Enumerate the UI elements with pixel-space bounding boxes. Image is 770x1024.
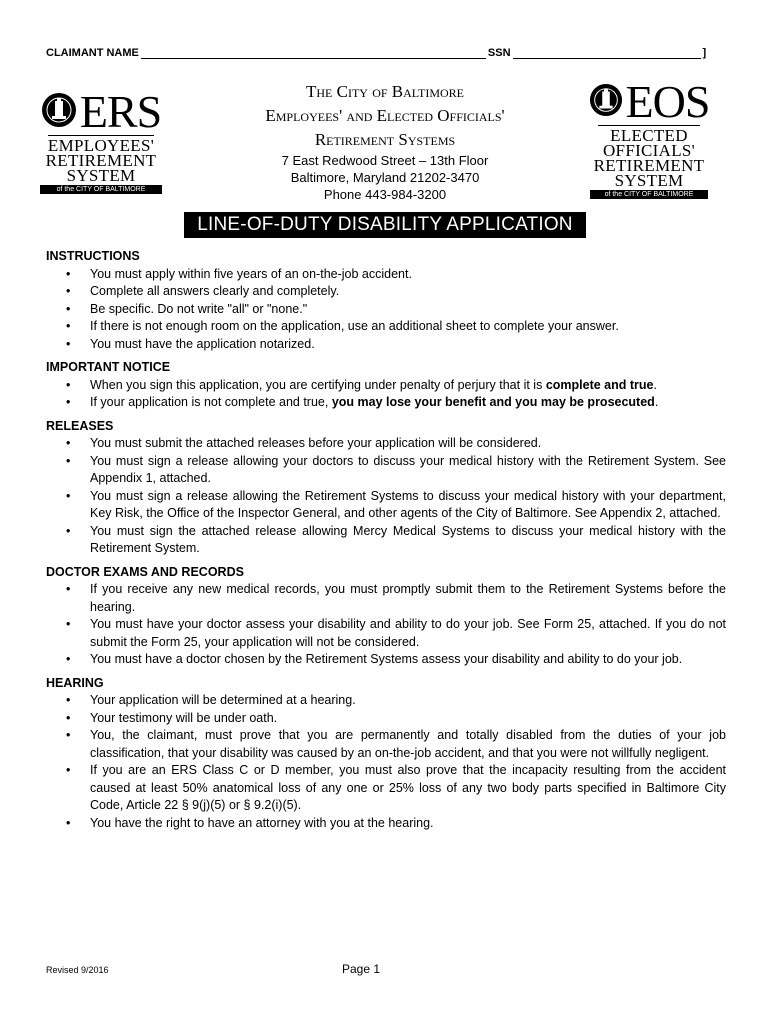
eos-city-bar: of the CITY OF BALTIMORE bbox=[590, 190, 708, 199]
ers-line-3: SYSTEM bbox=[66, 166, 136, 185]
list-item: • If there is not enough room on the application, use an additional sheet to complete your answer. bbox=[46, 318, 726, 336]
address-city: Baltimore, Maryland 21202-3470 bbox=[290, 170, 480, 185]
eos-line-4: SYSTEM bbox=[614, 171, 684, 190]
eos-abbr: EOS bbox=[625, 76, 710, 127]
list-item: • You, the claimant, must prove that you are permanently and totally disabled from the duties of your job classification, that your disability was caused by an on-the-job accident, and that you were not willfully negligent. bbox=[46, 727, 726, 762]
section-heading: IMPORTANT NOTICE bbox=[46, 360, 171, 374]
city-seal-icon bbox=[589, 83, 623, 122]
section-important-notice bbox=[46, 359, 726, 412]
section-instructions bbox=[46, 248, 726, 353]
list-item bbox=[46, 377, 726, 395]
list-item: • If you receive any new medical records, you must promptly submit them to the Retirement Systems before the hearing. bbox=[46, 581, 726, 616]
ers-abbr: ERS bbox=[79, 86, 162, 137]
section-heading: INSTRUCTIONS bbox=[46, 249, 140, 263]
list-item: • You must have the application notarized. bbox=[46, 336, 726, 354]
list-item: • If you are an ERS Class C or D member, you must also prove that the incapacity resulting from the accident caused at least 50% anatomical loss of any one or 25% loss of any two body parts specified in Baltimore City Code, Article 22 § 9(j)(5) or § 9.2(i)(5). bbox=[46, 762, 726, 815]
notice-text: If your application is not complete and true, bbox=[90, 395, 332, 409]
page-number: Page 1 bbox=[342, 962, 381, 976]
list-item: • You must sign a release allowing the Retirement Systems to discuss your medical history with your department, Key Risk, the Office of the Inspector General, and other agents of the City of Baltimore. See Appendix 2, attached. bbox=[46, 488, 726, 523]
notice-end: . bbox=[653, 377, 657, 392]
list-item: • You must apply within five years of an on-the-job accident. bbox=[46, 266, 726, 284]
city-seal-icon bbox=[41, 92, 77, 133]
letterhead-title-3: Retirement Systems bbox=[314, 130, 456, 149]
ers-logo bbox=[40, 86, 162, 194]
section-releases bbox=[46, 418, 726, 558]
notice-bold: complete and true bbox=[545, 377, 654, 392]
notice-end: . bbox=[654, 395, 659, 409]
section-heading: DOCTOR EXAMS AND RECORDS bbox=[46, 564, 244, 579]
list-item: • Be specific. Do not write "all" or "none." bbox=[46, 301, 726, 319]
list-item: • Complete all answers clearly and completely. bbox=[46, 283, 726, 301]
list-item bbox=[46, 394, 726, 412]
letterhead bbox=[200, 80, 570, 203]
list-item: • You must have a doctor chosen by the Retirement Systems assess your disability and ability to do your job. bbox=[46, 651, 726, 669]
list-item: • You have the right to have an attorney with you at the hearing. bbox=[46, 815, 726, 833]
list-item: • You must sign a release allowing your doctors to discuss your medical history with the Retirement System. See Appendix 1, attached. bbox=[46, 453, 726, 488]
notice-text: When you sign this application, you are certifying under penalty of perjury that it is bbox=[90, 377, 546, 392]
eos-logo bbox=[590, 76, 710, 199]
list-item: • Your application will be determined at a hearing. bbox=[46, 692, 726, 710]
ers-line-2: RETIREMENT bbox=[45, 151, 157, 170]
section-heading: RELEASES bbox=[46, 418, 114, 433]
ssn-label: SSN bbox=[487, 47, 511, 59]
list-item: • You must submit the attached releases before your application will be considered. bbox=[46, 435, 726, 453]
ssn-field[interactable] bbox=[513, 48, 701, 59]
eos-line-1: ELECTED bbox=[610, 126, 688, 145]
letterhead-title-2: Employees' and Elected Officials' bbox=[265, 106, 505, 125]
section-doctor-exams bbox=[46, 564, 726, 669]
list-item: • Your testimony will be under oath. bbox=[46, 710, 726, 728]
ers-line-1: EMPLOYEES' bbox=[47, 136, 155, 155]
notice-bold: you may lose your benefit and you may be prosecuted bbox=[331, 395, 655, 409]
list-item: • You must sign the attached release allowing Mercy Medical Systems to discuss your medical history with the Retirement System. bbox=[46, 523, 726, 558]
address-phone: Phone 443-984-3200 bbox=[323, 187, 447, 202]
claimant-name-field[interactable] bbox=[141, 48, 486, 59]
document-title: LINE-OF-DUTY DISABILITY APPLICATION bbox=[184, 212, 586, 238]
eos-line-3: RETIREMENT bbox=[593, 156, 705, 175]
letterhead-title-1: The City of Baltimore bbox=[305, 82, 465, 101]
ers-city-bar: of the CITY OF BALTIMORE bbox=[40, 185, 162, 194]
claimant-line bbox=[46, 47, 726, 59]
address-street: 7 East Redwood Street – 13th Floor bbox=[281, 153, 489, 168]
claimant-name-label: CLAIMANT NAME bbox=[46, 47, 139, 59]
instructions-body bbox=[46, 248, 726, 838]
eos-line-2: OFFICIALS' bbox=[602, 141, 696, 160]
revised-date: Revised 9/2016 bbox=[46, 965, 109, 975]
section-hearing bbox=[46, 675, 726, 833]
list-item: • You must have your doctor assess your disability and ability to do your job. See Form 25, attached. If you do not submit the Form 25, your application will not be considered. bbox=[46, 616, 726, 651]
section-heading: HEARING bbox=[46, 675, 104, 690]
end-bracket: ] bbox=[702, 47, 707, 59]
